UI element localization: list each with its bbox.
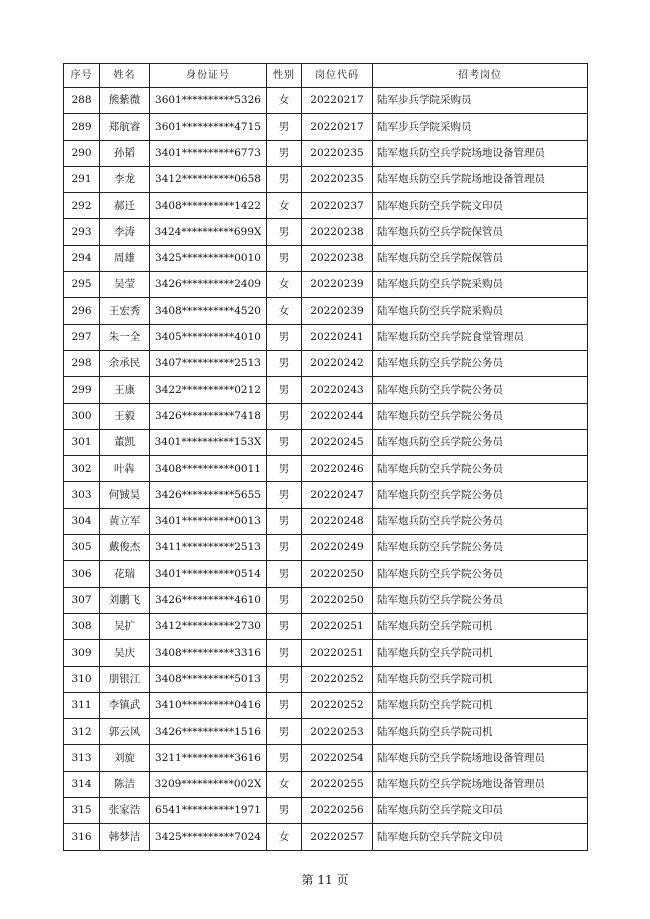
post-title-cell: 陆军炮兵防空兵学院场地设备管理员 bbox=[373, 771, 588, 797]
post-title-cell: 陆军炮兵防空兵学院司机 bbox=[373, 666, 588, 692]
name-cell: 周雄 bbox=[100, 245, 150, 271]
post-title-cell: 陆军炮兵防空兵学院食堂管理员 bbox=[373, 324, 588, 350]
header-gender: 性别 bbox=[267, 64, 302, 88]
post-title-cell: 陆军炮兵防空兵学院保管员 bbox=[373, 245, 588, 271]
gender-cell: 男 bbox=[267, 456, 302, 482]
id-number-cell: 3408**********1422 bbox=[150, 193, 267, 219]
table-row bbox=[64, 245, 588, 271]
id-number-cell: 3401**********153X bbox=[150, 429, 267, 455]
post-code-cell: 20220254 bbox=[302, 745, 373, 771]
id-number-cell: 3401**********6773 bbox=[150, 140, 267, 166]
table-row bbox=[64, 666, 588, 692]
post-code-cell: 20220250 bbox=[302, 587, 373, 613]
serial-cell: 296 bbox=[64, 298, 100, 324]
table-row bbox=[64, 193, 588, 219]
post-title-cell: 陆军炮兵防空兵学院文印员 bbox=[373, 798, 588, 824]
id-number-cell: 3408**********3316 bbox=[150, 640, 267, 666]
post-code-cell: 20220217 bbox=[302, 114, 373, 140]
gender-cell: 男 bbox=[267, 166, 302, 192]
post-code-cell: 20220241 bbox=[302, 324, 373, 350]
table-row bbox=[64, 88, 588, 114]
gender-cell: 男 bbox=[267, 219, 302, 245]
gender-cell: 男 bbox=[267, 377, 302, 403]
gender-cell: 男 bbox=[267, 140, 302, 166]
id-number-cell: 3209**********002X bbox=[150, 771, 267, 797]
serial-cell: 303 bbox=[64, 482, 100, 508]
post-title-cell: 陆军步兵学院采购员 bbox=[373, 88, 588, 114]
gender-cell: 女 bbox=[267, 88, 302, 114]
table-row bbox=[64, 771, 588, 797]
id-number-cell: 3412**********2730 bbox=[150, 613, 267, 639]
name-cell: 吴莹 bbox=[100, 272, 150, 298]
serial-cell: 316 bbox=[64, 824, 100, 850]
gender-cell: 男 bbox=[267, 508, 302, 534]
serial-cell: 298 bbox=[64, 350, 100, 376]
gender-cell: 男 bbox=[267, 666, 302, 692]
name-cell: 朱一全 bbox=[100, 324, 150, 350]
name-cell: 刘鹏飞 bbox=[100, 587, 150, 613]
gender-cell: 男 bbox=[267, 245, 302, 271]
post-code-cell: 20220244 bbox=[302, 403, 373, 429]
post-title-cell: 陆军炮兵防空兵学院司机 bbox=[373, 613, 588, 639]
table-row bbox=[64, 613, 588, 639]
serial-cell: 312 bbox=[64, 719, 100, 745]
post-title-cell: 陆军炮兵防空兵学院公务员 bbox=[373, 482, 588, 508]
post-title-cell: 陆军炮兵防空兵学院公务员 bbox=[373, 350, 588, 376]
post-code-cell: 20220251 bbox=[302, 613, 373, 639]
serial-cell: 290 bbox=[64, 140, 100, 166]
post-code-cell: 20220255 bbox=[302, 771, 373, 797]
post-title-cell: 陆军炮兵防空兵学院场地设备管理员 bbox=[373, 140, 588, 166]
post-code-cell: 20220243 bbox=[302, 377, 373, 403]
gender-cell: 男 bbox=[267, 482, 302, 508]
header-post-code: 岗位代码 bbox=[302, 64, 373, 88]
table-row bbox=[64, 429, 588, 455]
id-number-cell: 3408**********0011 bbox=[150, 456, 267, 482]
gender-cell: 男 bbox=[267, 114, 302, 140]
post-code-cell: 20220250 bbox=[302, 561, 373, 587]
applicant-table bbox=[63, 63, 588, 851]
serial-cell: 305 bbox=[64, 535, 100, 561]
table-row bbox=[64, 324, 588, 350]
post-code-cell: 20220248 bbox=[302, 508, 373, 534]
post-title-cell: 陆军炮兵防空兵学院公务员 bbox=[373, 456, 588, 482]
post-title-cell: 陆军炮兵防空兵学院公务员 bbox=[373, 535, 588, 561]
table-row bbox=[64, 824, 588, 850]
post-title-cell: 陆军炮兵防空兵学院采购员 bbox=[373, 272, 588, 298]
gender-cell: 男 bbox=[267, 692, 302, 718]
name-cell: 余承民 bbox=[100, 350, 150, 376]
serial-cell: 310 bbox=[64, 666, 100, 692]
post-title-cell: 陆军炮兵防空兵学院司机 bbox=[373, 719, 588, 745]
serial-cell: 308 bbox=[64, 613, 100, 639]
post-code-cell: 20220245 bbox=[302, 429, 373, 455]
table-row bbox=[64, 640, 588, 666]
table-row bbox=[64, 745, 588, 771]
serial-cell: 315 bbox=[64, 798, 100, 824]
page-number: 第 11 页 bbox=[301, 873, 349, 887]
post-code-cell: 20220239 bbox=[302, 298, 373, 324]
serial-cell: 309 bbox=[64, 640, 100, 666]
gender-cell: 男 bbox=[267, 403, 302, 429]
name-cell: 戴俊杰 bbox=[100, 535, 150, 561]
post-code-cell: 20220252 bbox=[302, 692, 373, 718]
id-number-cell: 3424**********699X bbox=[150, 219, 267, 245]
serial-cell: 313 bbox=[64, 745, 100, 771]
gender-cell: 男 bbox=[267, 745, 302, 771]
post-code-cell: 20220239 bbox=[302, 272, 373, 298]
id-number-cell: 3426**********2409 bbox=[150, 272, 267, 298]
table-body bbox=[64, 88, 588, 851]
serial-cell: 297 bbox=[64, 324, 100, 350]
post-title-cell: 陆军炮兵防空兵学院保管员 bbox=[373, 219, 588, 245]
post-code-cell: 20220235 bbox=[302, 140, 373, 166]
serial-cell: 314 bbox=[64, 771, 100, 797]
name-cell: 熊紫微 bbox=[100, 88, 150, 114]
table-row bbox=[64, 377, 588, 403]
table-row bbox=[64, 166, 588, 192]
name-cell: 李涛 bbox=[100, 219, 150, 245]
post-title-cell: 陆军炮兵防空兵学院公务员 bbox=[373, 508, 588, 534]
name-cell: 李龙 bbox=[100, 166, 150, 192]
gender-cell: 女 bbox=[267, 193, 302, 219]
serial-cell: 293 bbox=[64, 219, 100, 245]
name-cell: 郝迁 bbox=[100, 193, 150, 219]
id-number-cell: 3405**********4010 bbox=[150, 324, 267, 350]
id-number-cell: 6541**********1971 bbox=[150, 798, 267, 824]
serial-cell: 304 bbox=[64, 508, 100, 534]
serial-cell: 311 bbox=[64, 692, 100, 718]
post-code-cell: 20220246 bbox=[302, 456, 373, 482]
post-code-cell: 20220251 bbox=[302, 640, 373, 666]
header-id-number: 身份证号 bbox=[150, 64, 267, 88]
gender-cell: 男 bbox=[267, 798, 302, 824]
serial-cell: 302 bbox=[64, 456, 100, 482]
id-number-cell: 3401**********0013 bbox=[150, 508, 267, 534]
name-cell: 王宏秀 bbox=[100, 298, 150, 324]
serial-cell: 306 bbox=[64, 561, 100, 587]
name-cell: 郑航睿 bbox=[100, 114, 150, 140]
post-code-cell: 20220242 bbox=[302, 350, 373, 376]
post-title-cell: 陆军炮兵防空兵学院场地设备管理员 bbox=[373, 745, 588, 771]
serial-cell: 294 bbox=[64, 245, 100, 271]
id-number-cell: 3410**********0416 bbox=[150, 692, 267, 718]
post-title-cell: 陆军炮兵防空兵学院公务员 bbox=[373, 561, 588, 587]
id-number-cell: 3407**********2513 bbox=[150, 350, 267, 376]
header-serial: 序号 bbox=[64, 64, 100, 88]
post-title-cell: 陆军炮兵防空兵学院场地设备管理员 bbox=[373, 166, 588, 192]
table-row bbox=[64, 482, 588, 508]
id-number-cell: 3426**********4610 bbox=[150, 587, 267, 613]
serial-cell: 299 bbox=[64, 377, 100, 403]
id-number-cell: 3601**********5326 bbox=[150, 88, 267, 114]
id-number-cell: 3412**********0658 bbox=[150, 166, 267, 192]
gender-cell: 男 bbox=[267, 535, 302, 561]
table-row bbox=[64, 798, 588, 824]
serial-cell: 307 bbox=[64, 587, 100, 613]
id-number-cell: 3408**********5013 bbox=[150, 666, 267, 692]
post-title-cell: 陆军炮兵防空兵学院司机 bbox=[373, 692, 588, 718]
table-row bbox=[64, 535, 588, 561]
serial-cell: 295 bbox=[64, 272, 100, 298]
name-cell: 吴扩 bbox=[100, 613, 150, 639]
post-title-cell: 陆军炮兵防空兵学院文印员 bbox=[373, 193, 588, 219]
post-title-cell: 陆军炮兵防空兵学院公务员 bbox=[373, 377, 588, 403]
post-title-cell: 陆军炮兵防空兵学院文印员 bbox=[373, 824, 588, 850]
id-number-cell: 3401**********0514 bbox=[150, 561, 267, 587]
table-row bbox=[64, 692, 588, 718]
id-number-cell: 3426**********7418 bbox=[150, 403, 267, 429]
name-cell: 叶犇 bbox=[100, 456, 150, 482]
table-row bbox=[64, 140, 588, 166]
post-code-cell: 20220252 bbox=[302, 666, 373, 692]
id-number-cell: 3408**********4520 bbox=[150, 298, 267, 324]
name-cell: 花瑞 bbox=[100, 561, 150, 587]
post-code-cell: 20220257 bbox=[302, 824, 373, 850]
table-row bbox=[64, 561, 588, 587]
gender-cell: 男 bbox=[267, 640, 302, 666]
id-number-cell: 3426**********5655 bbox=[150, 482, 267, 508]
name-cell: 张家浩 bbox=[100, 798, 150, 824]
post-code-cell: 20220247 bbox=[302, 482, 373, 508]
id-number-cell: 3422**********0212 bbox=[150, 377, 267, 403]
table-row bbox=[64, 114, 588, 140]
post-title-cell: 陆军炮兵防空兵学院公务员 bbox=[373, 403, 588, 429]
serial-cell: 300 bbox=[64, 403, 100, 429]
table-row bbox=[64, 456, 588, 482]
post-code-cell: 20220217 bbox=[302, 88, 373, 114]
name-cell: 王康 bbox=[100, 377, 150, 403]
gender-cell: 男 bbox=[267, 561, 302, 587]
serial-cell: 301 bbox=[64, 429, 100, 455]
id-number-cell: 3601**********4715 bbox=[150, 114, 267, 140]
table-row bbox=[64, 350, 588, 376]
gender-cell: 女 bbox=[267, 771, 302, 797]
table-row bbox=[64, 587, 588, 613]
table-row bbox=[64, 272, 588, 298]
post-code-cell: 20220249 bbox=[302, 535, 373, 561]
gender-cell: 女 bbox=[267, 298, 302, 324]
table-row bbox=[64, 403, 588, 429]
serial-cell: 292 bbox=[64, 193, 100, 219]
header-name: 姓名 bbox=[100, 64, 150, 88]
post-title-cell: 陆军炮兵防空兵学院公务员 bbox=[373, 587, 588, 613]
name-cell: 郭云风 bbox=[100, 719, 150, 745]
id-number-cell: 3426**********1516 bbox=[150, 719, 267, 745]
serial-cell: 291 bbox=[64, 166, 100, 192]
post-title-cell: 陆军步兵学院采购员 bbox=[373, 114, 588, 140]
table-header-row bbox=[64, 64, 588, 88]
post-code-cell: 20220238 bbox=[302, 245, 373, 271]
gender-cell: 男 bbox=[267, 429, 302, 455]
post-title-cell: 陆军炮兵防空兵学院公务员 bbox=[373, 429, 588, 455]
gender-cell: 男 bbox=[267, 587, 302, 613]
name-cell: 董凯 bbox=[100, 429, 150, 455]
id-number-cell: 3411**********2513 bbox=[150, 535, 267, 561]
post-code-cell: 20220237 bbox=[302, 193, 373, 219]
name-cell: 朋银江 bbox=[100, 666, 150, 692]
name-cell: 吴庆 bbox=[100, 640, 150, 666]
gender-cell: 女 bbox=[267, 824, 302, 850]
id-number-cell: 3211**********3616 bbox=[150, 745, 267, 771]
table-row bbox=[64, 219, 588, 245]
header-post-title: 招考岗位 bbox=[373, 64, 588, 88]
name-cell: 王毅 bbox=[100, 403, 150, 429]
name-cell: 孙韬 bbox=[100, 140, 150, 166]
post-code-cell: 20220256 bbox=[302, 798, 373, 824]
post-title-cell: 陆军炮兵防空兵学院采购员 bbox=[373, 298, 588, 324]
serial-cell: 289 bbox=[64, 114, 100, 140]
serial-cell: 288 bbox=[64, 88, 100, 114]
name-cell: 韩梦洁 bbox=[100, 824, 150, 850]
table-row bbox=[64, 298, 588, 324]
gender-cell: 男 bbox=[267, 324, 302, 350]
table-row bbox=[64, 508, 588, 534]
name-cell: 李镇武 bbox=[100, 692, 150, 718]
name-cell: 何铖昊 bbox=[100, 482, 150, 508]
table-row bbox=[64, 719, 588, 745]
name-cell: 刘旋 bbox=[100, 745, 150, 771]
gender-cell: 男 bbox=[267, 719, 302, 745]
name-cell: 黄立军 bbox=[100, 508, 150, 534]
name-cell: 陈洁 bbox=[100, 771, 150, 797]
gender-cell: 男 bbox=[267, 350, 302, 376]
post-code-cell: 20220235 bbox=[302, 166, 373, 192]
post-title-cell: 陆军炮兵防空兵学院司机 bbox=[373, 640, 588, 666]
id-number-cell: 3425**********7024 bbox=[150, 824, 267, 850]
gender-cell: 男 bbox=[267, 613, 302, 639]
post-code-cell: 20220253 bbox=[302, 719, 373, 745]
post-code-cell: 20220238 bbox=[302, 219, 373, 245]
gender-cell: 女 bbox=[267, 272, 302, 298]
id-number-cell: 3425**********0010 bbox=[150, 245, 267, 271]
